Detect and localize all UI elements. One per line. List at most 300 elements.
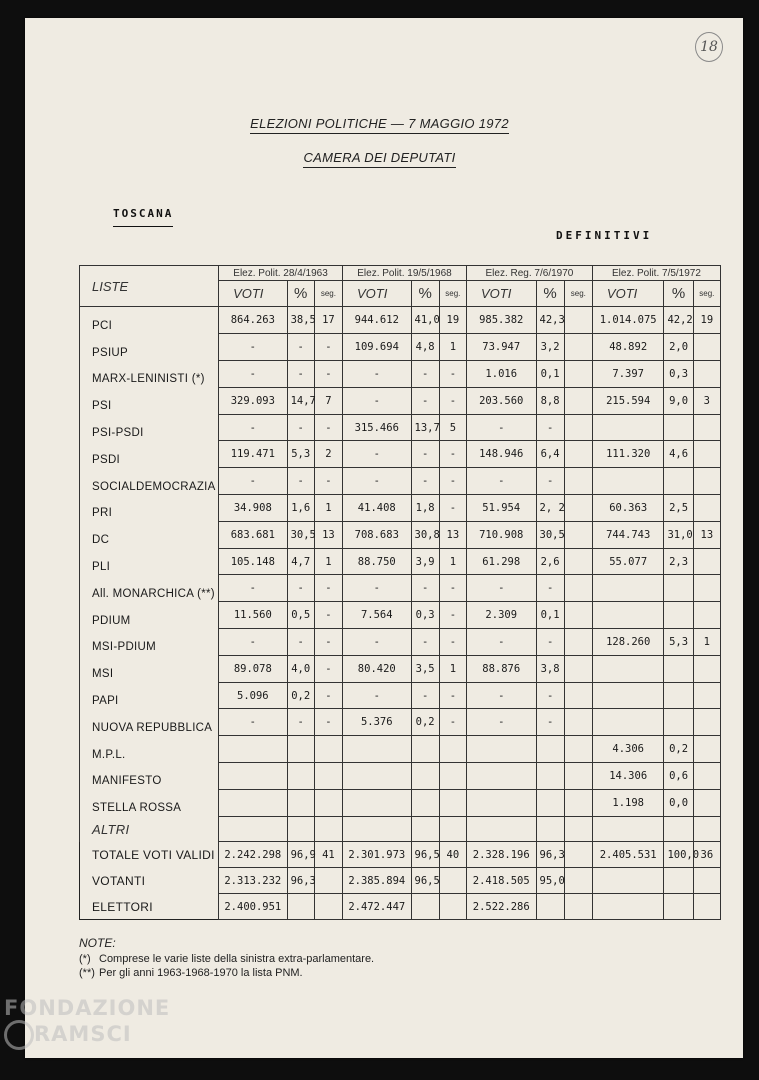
votes-cell: 5.096 <box>219 682 288 709</box>
percent-cell: - <box>536 709 564 736</box>
percent-cell: - <box>536 682 564 709</box>
percent-cell <box>664 602 693 629</box>
votes-cell: 7.564 <box>343 602 412 629</box>
votes-cell: - <box>219 709 288 736</box>
percent-cell: 2, 2 <box>536 495 564 522</box>
percent-cell: 4,6 <box>664 441 693 468</box>
votes-cell: 89.078 <box>219 655 288 682</box>
seats-header: seg. <box>439 281 466 307</box>
seats-cell: 3 <box>693 387 720 414</box>
votes-cell: 88.876 <box>466 655 536 682</box>
percent-cell <box>287 736 314 763</box>
votes-cell <box>466 736 536 763</box>
altri-label: ALTRI <box>80 816 219 842</box>
seats-cell: - <box>314 629 342 656</box>
percent-cell: 100,0 <box>664 842 693 868</box>
votes-cell: 2.418.505 <box>466 868 536 894</box>
percent-cell: 96,5 <box>411 842 439 868</box>
percent-cell <box>664 709 693 736</box>
seats-cell: 1 <box>314 548 342 575</box>
list-name: PCI <box>80 307 219 334</box>
list-name: PAPI <box>80 682 219 709</box>
percent-cell: 2,6 <box>536 548 564 575</box>
percent-cell: - <box>287 575 314 602</box>
period-header: Elez. Polit. 19/5/1968 <box>343 266 467 281</box>
percent-cell: 31,0 <box>664 521 693 548</box>
votes-cell: 215.594 <box>592 387 664 414</box>
percent-cell: 8,8 <box>536 387 564 414</box>
percent-cell: - <box>536 575 564 602</box>
table-row <box>80 414 721 441</box>
votes-cell <box>592 894 664 920</box>
seats-header: seg. <box>314 281 342 307</box>
seats-cell <box>564 495 592 522</box>
percent-cell: 13,7 <box>411 414 439 441</box>
watermark-logo <box>4 996 170 1050</box>
percent-cell <box>664 414 693 441</box>
seats-cell <box>314 894 342 920</box>
list-name: PSI <box>80 387 219 414</box>
note-marker: (**) <box>79 967 95 979</box>
votes-cell: 34.908 <box>219 495 288 522</box>
seats-cell <box>564 682 592 709</box>
votes-cell: 708.683 <box>343 521 412 548</box>
empty-cell <box>664 816 693 842</box>
seats-cell: - <box>314 468 342 495</box>
seats-cell: 2 <box>314 441 342 468</box>
seats-cell <box>693 682 720 709</box>
seats-cell: - <box>439 629 466 656</box>
document-subtitle <box>0 150 759 165</box>
watermark-line: RAMSCI <box>34 1022 132 1046</box>
seats-cell <box>564 629 592 656</box>
votes-cell: 2.522.286 <box>466 894 536 920</box>
seats-cell <box>693 868 720 894</box>
votes-cell: 61.298 <box>466 548 536 575</box>
gramsci-g-icon <box>4 1020 34 1050</box>
seats-cell <box>564 736 592 763</box>
seats-cell: 1 <box>439 655 466 682</box>
empty-cell <box>536 816 564 842</box>
percent-cell: 96,9 <box>287 842 314 868</box>
watermark-line-2 <box>4 1020 170 1050</box>
percent-cell: - <box>536 414 564 441</box>
percent-cell: 5,3 <box>664 629 693 656</box>
votes-cell <box>466 763 536 790</box>
seats-cell: - <box>439 441 466 468</box>
seats-cell: 19 <box>693 307 720 334</box>
seats-cell <box>564 763 592 790</box>
votes-cell: - <box>219 575 288 602</box>
seats-cell: 19 <box>439 307 466 334</box>
seats-cell <box>564 894 592 920</box>
percent-cell: 2,5 <box>664 495 693 522</box>
votes-cell: 105.148 <box>219 548 288 575</box>
seats-cell <box>564 361 592 388</box>
seats-cell: 41 <box>314 842 342 868</box>
votes-cell: 88.750 <box>343 548 412 575</box>
results-table <box>79 265 721 920</box>
votes-cell: 710.908 <box>466 521 536 548</box>
table-row <box>80 521 721 548</box>
list-name: SOCIALDEMOCRAZIA <box>80 468 219 495</box>
votes-cell: 80.420 <box>343 655 412 682</box>
votes-cell: - <box>343 387 412 414</box>
seats-cell: - <box>314 334 342 361</box>
percent-cell <box>536 763 564 790</box>
page-number: 18 <box>695 32 723 62</box>
votes-cell <box>592 709 664 736</box>
percent-cell: 30,5 <box>536 521 564 548</box>
percent-cell: 96,3 <box>287 868 314 894</box>
seats-cell: - <box>439 575 466 602</box>
seats-cell <box>564 468 592 495</box>
empty-cell <box>466 816 536 842</box>
votes-cell: 7.397 <box>592 361 664 388</box>
votes-cell <box>592 414 664 441</box>
votes-cell <box>219 789 288 816</box>
votes-cell <box>466 789 536 816</box>
percent-cell: - <box>287 414 314 441</box>
votes-cell: 14.306 <box>592 763 664 790</box>
table-row <box>80 361 721 388</box>
table-row <box>80 655 721 682</box>
table-row <box>80 763 721 790</box>
list-name: M.P.L. <box>80 736 219 763</box>
percent-cell: 0,1 <box>536 361 564 388</box>
percent-cell: - <box>287 709 314 736</box>
percent-cell: - <box>287 468 314 495</box>
seats-cell <box>693 334 720 361</box>
votes-cell: - <box>343 361 412 388</box>
seats-cell <box>564 789 592 816</box>
table-body <box>80 307 721 920</box>
seats-cell <box>693 495 720 522</box>
voti-header: VOTI <box>219 281 288 307</box>
percent-cell <box>664 682 693 709</box>
percent-header: % <box>536 281 564 307</box>
note-marker: (*) <box>79 953 91 965</box>
seats-cell <box>693 602 720 629</box>
seats-cell: - <box>439 495 466 522</box>
empty-cell <box>219 816 288 842</box>
votes-cell <box>343 763 412 790</box>
votes-cell: - <box>466 414 536 441</box>
voti-header: VOTI <box>343 281 412 307</box>
seats-cell <box>693 763 720 790</box>
votes-cell: - <box>343 629 412 656</box>
votes-cell: - <box>219 414 288 441</box>
list-name: MARX-LENINISTI (*) <box>80 361 219 388</box>
percent-cell: 9,0 <box>664 387 693 414</box>
list-name: PSI-PSDI <box>80 414 219 441</box>
table-row <box>80 441 721 468</box>
votes-cell: 73.947 <box>466 334 536 361</box>
seats-cell <box>314 736 342 763</box>
percent-header: % <box>411 281 439 307</box>
votes-cell: 2.313.232 <box>219 868 288 894</box>
document-title-text: ELEZIONI POLITICHE — 7 MAGGIO 1972 <box>250 116 509 134</box>
votes-cell: - <box>466 629 536 656</box>
empty-cell <box>287 816 314 842</box>
empty-cell <box>592 816 664 842</box>
list-name: MSI <box>80 655 219 682</box>
seats-cell: - <box>314 602 342 629</box>
votes-cell <box>343 736 412 763</box>
votes-cell: - <box>466 468 536 495</box>
votes-cell: - <box>343 468 412 495</box>
table-row <box>80 736 721 763</box>
seats-cell: - <box>439 602 466 629</box>
list-name: All. MONARCHICA (**) <box>80 575 219 602</box>
list-name: MSI-PDIUM <box>80 629 219 656</box>
percent-header: % <box>287 281 314 307</box>
note-text: Per gli anni 1963-1968-1970 la lista PNM. <box>99 967 303 979</box>
votes-cell: 2.385.894 <box>343 868 412 894</box>
percent-cell <box>287 789 314 816</box>
seats-cell: 17 <box>314 307 342 334</box>
percent-cell: 0,6 <box>664 763 693 790</box>
table-row <box>80 894 721 920</box>
percent-cell: - <box>411 441 439 468</box>
seats-cell: - <box>314 682 342 709</box>
percent-cell: 4,7 <box>287 548 314 575</box>
percent-cell: 30,5 <box>287 521 314 548</box>
votes-cell: - <box>219 361 288 388</box>
votes-cell: 1.198 <box>592 789 664 816</box>
percent-cell: 95,0 <box>536 868 564 894</box>
table-row <box>80 709 721 736</box>
seats-cell <box>693 789 720 816</box>
votes-cell: 51.954 <box>466 495 536 522</box>
percent-header: % <box>664 281 693 307</box>
watermark-line: FONDAZIONE <box>4 996 171 1020</box>
percent-cell: 1,6 <box>287 495 314 522</box>
votes-cell: 329.093 <box>219 387 288 414</box>
seats-cell: 13 <box>314 521 342 548</box>
percent-cell <box>411 894 439 920</box>
votes-cell: - <box>343 682 412 709</box>
list-name: VOTANTI <box>92 873 146 888</box>
seats-cell: - <box>439 682 466 709</box>
seats-cell <box>693 894 720 920</box>
votes-cell: 2.242.298 <box>219 842 288 868</box>
votes-cell: 128.260 <box>592 629 664 656</box>
seats-cell: - <box>439 387 466 414</box>
voti-header: VOTI <box>466 281 536 307</box>
votes-cell: 985.382 <box>466 307 536 334</box>
period-header: Elez. Polit. 7/5/1972 <box>592 266 720 281</box>
percent-cell: - <box>411 629 439 656</box>
votes-cell: - <box>466 709 536 736</box>
seats-cell <box>439 736 466 763</box>
percent-cell: 0,5 <box>287 602 314 629</box>
seats-cell <box>693 575 720 602</box>
percent-cell: 2,0 <box>664 334 693 361</box>
votes-cell: 148.946 <box>466 441 536 468</box>
percent-cell: 4,0 <box>287 655 314 682</box>
percent-cell: 1,8 <box>411 495 439 522</box>
votes-cell: 2.400.951 <box>219 894 288 920</box>
table-row <box>80 307 721 334</box>
percent-cell: 3,5 <box>411 655 439 682</box>
percent-cell: 0,2 <box>287 682 314 709</box>
percent-cell <box>664 655 693 682</box>
seats-cell <box>439 868 466 894</box>
seats-cell <box>439 763 466 790</box>
votes-cell: - <box>219 629 288 656</box>
votes-cell: - <box>466 682 536 709</box>
votes-cell: 744.743 <box>592 521 664 548</box>
seats-cell <box>564 521 592 548</box>
votes-cell: 119.471 <box>219 441 288 468</box>
seats-cell <box>564 575 592 602</box>
votes-cell: 683.681 <box>219 521 288 548</box>
percent-cell: 41,0 <box>411 307 439 334</box>
percent-cell: - <box>287 334 314 361</box>
table-row <box>80 816 721 842</box>
percent-cell <box>287 894 314 920</box>
notes-title: NOTE: <box>79 936 116 950</box>
list-name: TOTALE VOTI VALIDI <box>92 847 215 862</box>
percent-cell: - <box>536 468 564 495</box>
list-name: DC <box>80 521 219 548</box>
seats-cell <box>564 414 592 441</box>
table-row <box>80 868 721 894</box>
percent-cell <box>536 894 564 920</box>
list-name: PLI <box>80 548 219 575</box>
percent-cell: - <box>287 361 314 388</box>
table-row <box>80 575 721 602</box>
table-row <box>80 387 721 414</box>
votes-cell: 60.363 <box>592 495 664 522</box>
percent-cell: 0,2 <box>411 709 439 736</box>
seats-cell <box>564 655 592 682</box>
seats-cell: 1 <box>314 495 342 522</box>
seats-cell: 7 <box>314 387 342 414</box>
votes-cell: 203.560 <box>466 387 536 414</box>
percent-cell: 96,5 <box>411 868 439 894</box>
seats-cell <box>693 709 720 736</box>
list-name: MANIFESTO <box>80 763 219 790</box>
percent-cell: 2,3 <box>664 548 693 575</box>
table-row <box>80 682 721 709</box>
seats-cell: 1 <box>439 548 466 575</box>
document-title <box>0 116 759 131</box>
percent-cell: 0,2 <box>664 736 693 763</box>
status-label: DEFINITIVI <box>556 229 653 242</box>
voti-header: VOTI <box>592 281 664 307</box>
votes-cell: 2.301.973 <box>343 842 412 868</box>
votes-cell <box>592 682 664 709</box>
percent-cell <box>664 468 693 495</box>
empty-cell <box>564 816 592 842</box>
percent-cell: 3,8 <box>536 655 564 682</box>
seats-cell <box>564 441 592 468</box>
percent-cell: - <box>411 468 439 495</box>
seats-cell: 40 <box>439 842 466 868</box>
percent-cell: 3,9 <box>411 548 439 575</box>
percent-cell <box>664 868 693 894</box>
votes-cell: 48.892 <box>592 334 664 361</box>
seats-cell <box>314 763 342 790</box>
percent-cell: 96,3 <box>536 842 564 868</box>
seats-cell <box>564 842 592 868</box>
table-row <box>80 495 721 522</box>
seats-cell: 13 <box>693 521 720 548</box>
table-row <box>80 548 721 575</box>
table-row <box>80 629 721 656</box>
percent-cell: - <box>287 629 314 656</box>
votes-cell: - <box>343 575 412 602</box>
votes-cell: 4.306 <box>592 736 664 763</box>
table-row <box>80 602 721 629</box>
percent-cell <box>664 894 693 920</box>
list-name: NUOVA REPUBBLICA <box>80 709 219 736</box>
note-line <box>79 953 374 965</box>
votes-cell <box>343 789 412 816</box>
percent-cell: 3,2 <box>536 334 564 361</box>
seats-cell: 5 <box>439 414 466 441</box>
seats-cell: 1 <box>439 334 466 361</box>
seats-cell <box>564 709 592 736</box>
votes-cell: 1.016 <box>466 361 536 388</box>
table-row <box>80 334 721 361</box>
percent-cell: 0,1 <box>536 602 564 629</box>
seats-cell: - <box>439 709 466 736</box>
seats-cell: 36 <box>693 842 720 868</box>
votes-cell: - <box>219 334 288 361</box>
votes-cell: - <box>343 441 412 468</box>
percent-cell <box>536 736 564 763</box>
empty-cell <box>343 816 412 842</box>
seats-cell: - <box>439 468 466 495</box>
votes-cell <box>219 763 288 790</box>
percent-cell: 42,3 <box>536 307 564 334</box>
seats-cell <box>564 387 592 414</box>
empty-cell <box>439 816 466 842</box>
votes-cell <box>592 575 664 602</box>
percent-cell: 38,5 <box>287 307 314 334</box>
document-subtitle-text: CAMERA DEI DEPUTATI <box>303 150 455 168</box>
seats-cell <box>693 414 720 441</box>
region-label: TOSCANA <box>113 207 173 227</box>
percent-cell <box>664 575 693 602</box>
votes-cell: 41.408 <box>343 495 412 522</box>
seats-cell <box>564 334 592 361</box>
seats-cell <box>564 307 592 334</box>
list-name: ELETTORI <box>92 899 153 914</box>
list-name: STELLA ROSSA <box>80 789 219 816</box>
votes-cell: 55.077 <box>592 548 664 575</box>
seats-cell <box>693 361 720 388</box>
seats-cell <box>439 894 466 920</box>
percent-cell <box>411 789 439 816</box>
seats-cell: - <box>314 709 342 736</box>
percent-cell <box>411 763 439 790</box>
seats-cell: - <box>314 575 342 602</box>
seats-cell <box>693 736 720 763</box>
percent-cell <box>411 736 439 763</box>
percent-cell: 42,2 <box>664 307 693 334</box>
votes-cell: 111.320 <box>592 441 664 468</box>
seats-cell <box>693 548 720 575</box>
percent-cell: 6,4 <box>536 441 564 468</box>
table-row <box>80 468 721 495</box>
percent-cell <box>536 789 564 816</box>
votes-cell <box>592 868 664 894</box>
list-name: PRI <box>80 495 219 522</box>
